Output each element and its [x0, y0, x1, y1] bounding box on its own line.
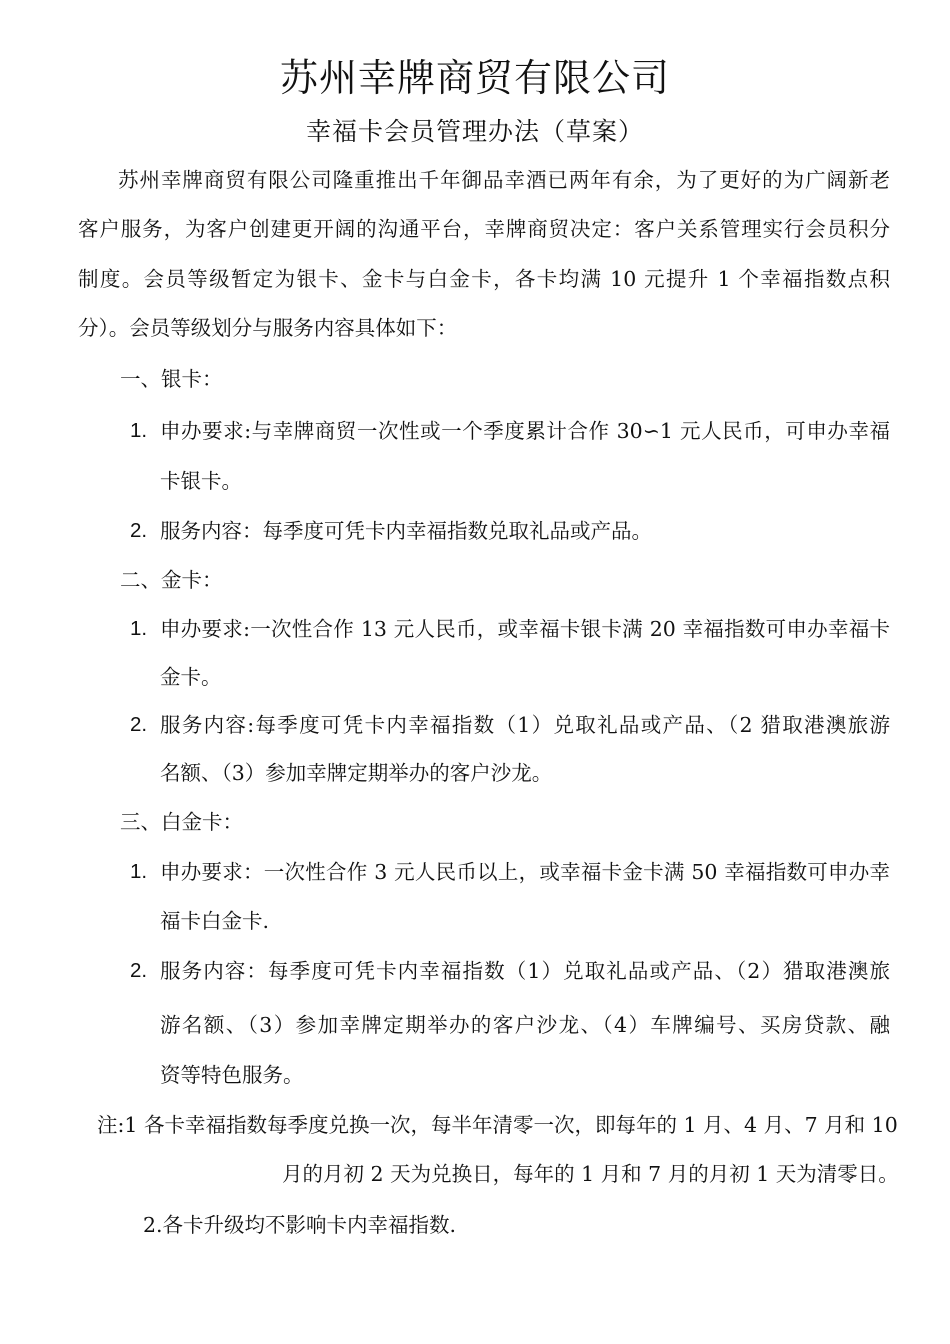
note-1-line: 月的月初 2 天为兑换日，每年的 1 月和 7 月的月初 1 天为清零日。: [282, 1162, 899, 1186]
intro-line: 分）。会员等级划分与服务内容具体如下：: [78, 316, 458, 340]
item-number: 2.: [130, 519, 148, 542]
platinum-requirement-line: 福卡白金卡.: [160, 909, 270, 933]
silver-service-line: 服务内容：每季度可凭卡内幸福指数兑取礼品或产品。: [160, 519, 652, 543]
note-1-line: 注:1 各卡幸福指数每季度兑换一次，每半年清零一次，即每年的 1 月、4 月、7 月和 10: [97, 1113, 898, 1137]
platinum-service-line: 资等特色服务。: [160, 1063, 304, 1087]
platinum-requirement-line: 申办要求：一次性合作 3 元人民币以上，或幸福卡金卡满 50 幸福指数可申办幸: [160, 860, 890, 884]
section-heading-silver: 一、银卡：: [120, 367, 223, 391]
section-heading-platinum: 三、白金卡：: [120, 810, 243, 834]
item-number: 1.: [130, 419, 148, 442]
item-number: 1.: [130, 860, 148, 883]
note-2: 2.各卡升级均不影响卡内幸福指数.: [143, 1213, 457, 1237]
document-subtitle: 幸福卡会员管理办法（草案）: [305, 117, 644, 146]
silver-requirement-line: 申办要求:与幸牌商贸一次性或一个季度累计合作 30∽1 元人民币，可申办幸福: [160, 419, 890, 443]
gold-requirement-line: 申办要求:一次性合作 13 元人民币，或幸福卡银卡满 20 幸福指数可申办幸福卡: [160, 617, 890, 641]
intro-line: 制度。会员等级暂定为银卡、金卡与白金卡，各卡均满 10 元提升 1 个幸福指数点积: [78, 267, 890, 291]
silver-requirement-line: 卡银卡。: [160, 469, 242, 493]
intro-line: 客户服务，为客户创建更开阔的沟通平台，幸牌商贸决定：客户关系管理实行会员积分: [78, 217, 890, 241]
company-title: 苏州幸牌商贸有限公司: [279, 56, 670, 100]
platinum-service-line: 服务内容：每季度可凭卡内幸福指数（1）兑取礼品或产品、（2）猎取港澳旅: [160, 959, 890, 983]
gold-service-line: 服务内容:每季度可凭卡内幸福指数（1）兑取礼品或产品、（2 猎取港澳旅游: [160, 713, 890, 737]
item-number: 2.: [130, 713, 148, 736]
item-number: 2.: [130, 959, 148, 982]
gold-service-line: 名额、（3）参加幸牌定期举办的客户沙龙。: [160, 761, 553, 785]
item-number: 1.: [130, 617, 148, 640]
platinum-service-line: 游名额、（3）参加幸牌定期举办的客户沙龙、（4）车牌编号、买房贷款、融: [160, 1013, 890, 1037]
gold-requirement-line: 金卡。: [160, 665, 222, 689]
intro-line: 苏州幸牌商贸有限公司隆重推出千年御品幸酒已两年有余，为了更好的为广阔新老: [118, 168, 890, 192]
section-heading-gold: 二、金卡：: [120, 568, 223, 592]
